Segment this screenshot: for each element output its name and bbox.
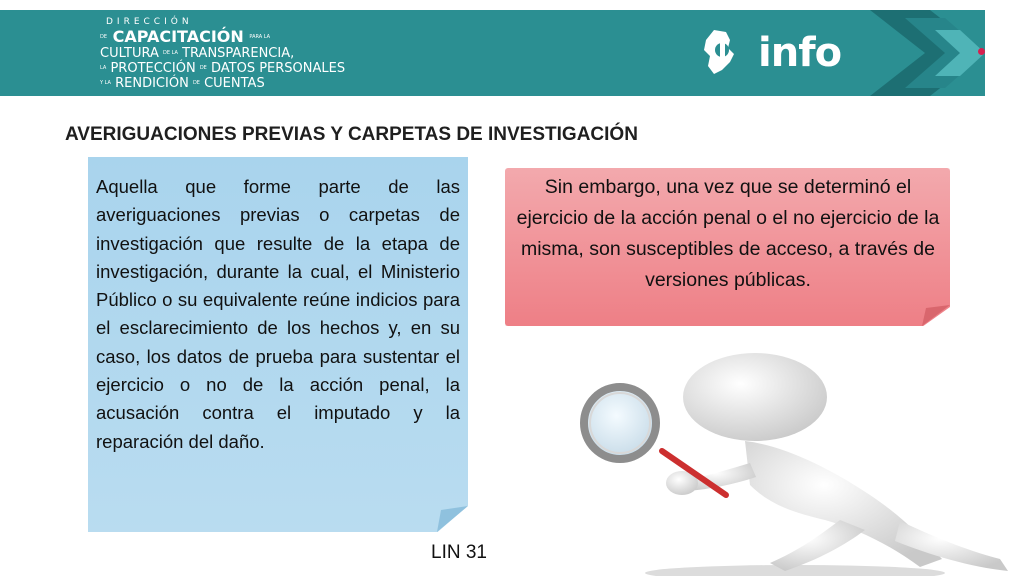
- dept-line-direccion: DIRECCIÓN: [106, 17, 193, 27]
- slide-footer-label: LIN 31: [431, 542, 487, 563]
- accent-dot: [978, 48, 985, 55]
- magnifying-glass-figure-icon: [570, 345, 1024, 576]
- dept-line-rendicion: Y LA RENDICIÓN DE CUENTAS: [100, 76, 265, 91]
- slide-title: AVERIGUACIONES PREVIAS Y CARPETAS DE INVESTIGACIÓN: [65, 124, 638, 145]
- dept-line-capacitacion: DE CAPACITACIÓN PARA LA: [100, 27, 271, 46]
- left-note-text: Aquella que forme parte de las averiguaciones previas o carpetas de investigación que resulte de la etapa de investigación, durante la cual, el Ministerio Público o su equivalente reúne indicios para el esclarecimiento de los hechos y, en su caso, los datos de prueba para sustentar el ejercicio o no de la acción penal, la acusación contra el imputado y la reparación del daño.: [96, 176, 460, 452]
- dept-line-cultura: CULTURA DE LA TRANSPARENCIA,: [100, 46, 295, 61]
- right-note-text: Sin embargo, una vez que se determinó el ejercicio de la acción penal o el no ejercicio de la misma, son susceptibles de acceso, a través de versiones públicas.: [516, 176, 940, 291]
- dept-line-proteccion: LA PROTECCIÓN DE DATOS PERSONALES: [100, 61, 346, 76]
- cdmx-map-icon: [700, 28, 756, 76]
- left-note-fold: [437, 506, 468, 532]
- right-note-fold: [922, 305, 950, 326]
- department-name: [100, 18, 345, 90]
- info-logo-text: info: [758, 30, 842, 76]
